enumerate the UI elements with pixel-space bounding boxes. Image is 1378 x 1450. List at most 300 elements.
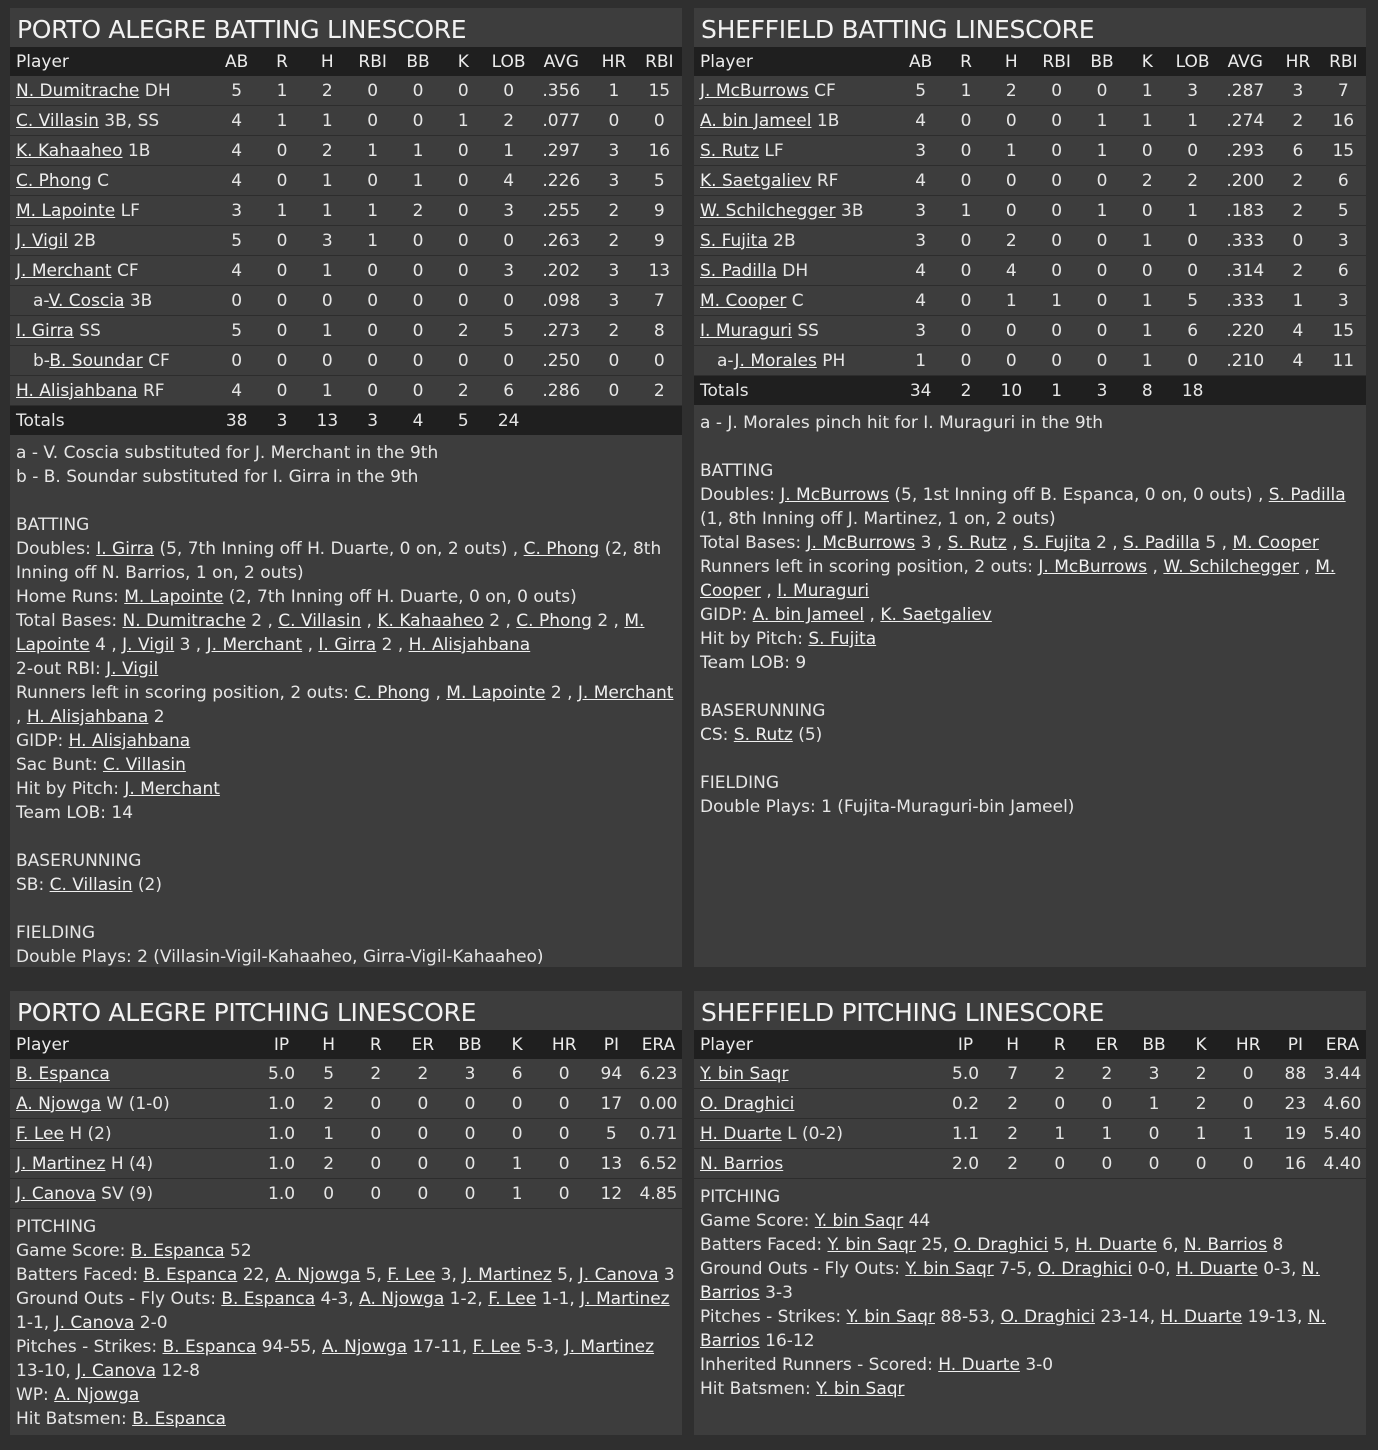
note-line (16, 1215, 676, 1239)
stat-cell: .210 (1226, 350, 1265, 371)
player-link[interactable]: Y. bin Saqr (816, 1379, 905, 1399)
player-link[interactable]: S. Padilla (1123, 533, 1201, 553)
player-link[interactable]: J. Vigil (122, 635, 175, 655)
stat-cell: .255 (542, 200, 581, 221)
player-link[interactable]: B. Espanca (16, 1063, 110, 1084)
stat-cell: 0 (960, 320, 972, 341)
sub-prefix: a- (717, 350, 735, 371)
stat-cell: 0 (412, 380, 424, 401)
note-text: CS: (700, 725, 734, 745)
column-header: AVG (1227, 51, 1263, 72)
player-link[interactable]: S. Padilla (1268, 485, 1346, 505)
player-position: 3B (129, 290, 153, 311)
player-link[interactable]: M. Lapointe (446, 683, 546, 703)
stat-cell: .356 (542, 80, 581, 101)
stat-cell: 1 (1187, 200, 1199, 221)
player-link[interactable]: N. Barrios (700, 1307, 1326, 1351)
table-row (10, 1119, 682, 1149)
stat-cell: 0 (457, 80, 469, 101)
note-text: 12-8 (155, 1361, 200, 1381)
stat-cell: 2 (1292, 170, 1304, 191)
stat-cell: 3 (915, 200, 927, 221)
totals-cell: 10 (1000, 380, 1023, 401)
stat-cell: 2 (608, 230, 620, 251)
player-link[interactable]: J. McBurrows (700, 80, 809, 101)
column-header: AB (909, 51, 933, 72)
totals-cell: 8 (1141, 380, 1153, 401)
player-link[interactable]: B. Espanca (143, 1265, 238, 1285)
note-text: GIDP: (700, 605, 753, 625)
note-text: (5, 1st Inning off B. Espanca, 0 on, 0 outs) , (888, 485, 1269, 505)
player-link[interactable]: N. Dumitrache (122, 611, 246, 631)
player-link[interactable]: H. Duarte (1075, 1235, 1157, 1255)
totals-cell (1321, 376, 1366, 406)
player-link[interactable]: S. Fujita (808, 629, 877, 649)
player-position: C (97, 170, 109, 191)
table-row (10, 136, 682, 166)
player-link[interactable]: M. Lapointe (16, 200, 116, 221)
player-link[interactable]: O. Draghici (953, 1235, 1049, 1255)
stat-cell: 4 (1292, 320, 1304, 341)
note-line (16, 513, 676, 537)
note-text: 22, (237, 1265, 276, 1285)
player-link[interactable]: J. Martinez (564, 1337, 655, 1357)
note-text: 2 , (591, 611, 625, 631)
note-text: (5) (792, 725, 823, 745)
player-link[interactable]: H. Duarte (1160, 1307, 1243, 1327)
player-link[interactable]: M. Lapointe (124, 587, 224, 607)
note-line (16, 753, 676, 777)
note-text: , (361, 611, 378, 631)
player-link[interactable]: F. Lee (387, 1265, 436, 1285)
player-link[interactable]: S. Rutz (947, 533, 1007, 553)
player-link[interactable]: J. Merchant (206, 635, 303, 655)
player-link[interactable]: M. Cooper (700, 290, 787, 311)
player-link[interactable]: J. Merchant (124, 779, 220, 799)
stat-cell: 0 (1005, 170, 1017, 191)
totals-cell: 3 (276, 410, 288, 431)
stat-cell: 1 (1187, 110, 1199, 131)
stat-cell: 0 (321, 290, 333, 311)
column-header: H (1006, 1034, 1020, 1055)
note-text: , (1147, 557, 1164, 577)
player-link[interactable]: V. Coscia (48, 290, 125, 311)
player-cell (10, 316, 214, 346)
stat-cell: 0 (1051, 80, 1063, 101)
player-link[interactable]: J. Martinez (16, 1153, 106, 1174)
note-text: 3, (435, 1265, 463, 1285)
table-row (10, 376, 682, 406)
player-link[interactable]: J. Morales (734, 350, 817, 371)
stat-cell: 0 (367, 320, 379, 341)
table-row (694, 136, 1366, 166)
stat-cell: 4 (503, 170, 515, 191)
player-link[interactable]: J. Martinez (462, 1265, 552, 1285)
stat-cell: 6 (1292, 140, 1304, 161)
stat-cell: 3 (915, 320, 927, 341)
player-link[interactable]: W. Schilchegger (700, 200, 836, 221)
stat-cell: 1 (457, 110, 469, 131)
player-link[interactable]: I. Muraguri (700, 320, 792, 341)
player-link[interactable]: H. Duarte (938, 1355, 1020, 1375)
stat-cell: 4.85 (639, 1183, 678, 1204)
table-row (694, 166, 1366, 196)
spacer (16, 897, 676, 921)
note-line (700, 627, 1360, 651)
player-link[interactable]: C. Phong (354, 683, 431, 703)
note-text: 25, (915, 1235, 954, 1255)
note-text: 5, (360, 1265, 388, 1285)
player-link[interactable]: I. Girra (96, 539, 155, 559)
player-link[interactable]: J. Merchant (16, 260, 112, 281)
player-cell (10, 1179, 258, 1209)
stat-cell: 0 (464, 1093, 476, 1114)
note-line (700, 795, 1360, 819)
stat-cell: .274 (1226, 110, 1265, 131)
player-link[interactable]: H. Duarte (1176, 1259, 1258, 1279)
column-header: HR (601, 51, 627, 72)
player-position: 3B, SS (104, 110, 160, 131)
player-link[interactable]: C. Villasin (278, 611, 362, 631)
player-link[interactable]: S. Rutz (733, 725, 793, 745)
stat-cell: 12 (600, 1183, 623, 1204)
player-link[interactable]: M. Lapointe (16, 611, 645, 655)
stat-cell: 16 (648, 140, 671, 161)
stat-cell: 1.0 (268, 1123, 296, 1144)
stat-cell: 3 (608, 170, 620, 191)
column-header: ERA (641, 1034, 676, 1055)
player-link[interactable]: J. Canova (578, 1265, 659, 1285)
stat-cell: 2 (417, 1063, 429, 1084)
note-text: Double Plays: 2 (Villasin-Vigil-Kahaaheo, Girra-Vigil-Kahaaheo) (16, 947, 544, 967)
player-position: L (0-2) (787, 1123, 844, 1144)
player-link[interactable]: I. Girra (16, 320, 74, 341)
column-header: K (1195, 1034, 1207, 1055)
player-link[interactable]: O. Draghici (700, 1093, 795, 1114)
player-link[interactable]: B. Espanca (130, 1241, 225, 1261)
note-text: (2, 8th Inning off N. Barrios, 1 on, 2 outs) (16, 539, 662, 583)
stat-cell: 2 (1292, 260, 1304, 281)
player-cell (10, 226, 214, 256)
column-header: IP (957, 1034, 974, 1055)
table-row (694, 226, 1366, 256)
stat-cell: 0 (276, 140, 288, 161)
player-link[interactable]: Y. bin Saqr (905, 1259, 994, 1279)
note-text: Double Plays: 1 (Fujita-Muraguri-bin Jameel) (700, 797, 1075, 817)
stat-cell: 0 (276, 350, 288, 371)
stat-cell: 4 (231, 260, 243, 281)
note-text: Ground Outs - Fly Outs: (700, 1259, 906, 1279)
sub-prefix: b- (33, 350, 50, 371)
player-link[interactable]: O. Draghici (1037, 1259, 1133, 1279)
stat-cell: 0 (1051, 170, 1063, 191)
player-link[interactable]: C. Phong (516, 611, 592, 631)
player-link[interactable]: N. Barrios (700, 1153, 784, 1174)
table-row (694, 1059, 1366, 1089)
stat-cell: 17 (600, 1093, 623, 1114)
stat-cell: 0 (1051, 350, 1063, 371)
player-link[interactable]: C. Villasin (49, 875, 133, 895)
stat-cell: 1 (321, 320, 333, 341)
player-cell (694, 256, 898, 286)
note-text: 52 (224, 1241, 252, 1261)
stat-cell: 0 (503, 290, 515, 311)
player-position: W (1-0) (106, 1093, 170, 1114)
player-link[interactable]: Y. bin Saqr (846, 1307, 935, 1327)
stat-cell: 2 (1005, 230, 1017, 251)
stat-cell: 5 (231, 320, 243, 341)
stat-cell: 0 (417, 1123, 429, 1144)
column-header: R (1053, 1034, 1066, 1055)
stat-cell: 0 (503, 230, 515, 251)
note-text: , (760, 581, 778, 601)
player-cell (694, 1149, 942, 1179)
table-row (694, 316, 1366, 346)
panel-title: SHEFFIELD BATTING LINESCORE (701, 15, 1095, 44)
stat-cell: 0 (231, 350, 243, 371)
player-link[interactable]: J. Canova (16, 1183, 96, 1204)
stat-cell: .293 (1226, 140, 1265, 161)
note-text: Sac Bunt: (16, 755, 103, 775)
note-line (700, 411, 1360, 435)
column-header: ERA (1325, 1034, 1360, 1055)
stat-cell: 0 (1054, 1093, 1066, 1114)
player-cell (694, 1119, 942, 1149)
note-text: Pitches - Strikes: (16, 1337, 163, 1357)
note-text: Hit Batsmen: (16, 1409, 133, 1429)
table-row (10, 1059, 682, 1089)
stat-cell: 0 (1096, 80, 1108, 101)
player-link[interactable]: S. Fujita (700, 230, 768, 251)
stat-cell: 0 (1051, 320, 1063, 341)
player-link[interactable]: H. Alisjahbana (68, 731, 191, 751)
stat-cell: 1 (1096, 200, 1108, 221)
column-header: RBI (645, 51, 674, 72)
stat-cell: 4 (915, 260, 927, 281)
pitching-table (694, 1030, 1366, 1179)
table-row (694, 346, 1366, 376)
stat-cell: 3 (915, 230, 927, 251)
stat-cell: 1.0 (268, 1093, 296, 1114)
player-link[interactable]: I. Girra (318, 635, 377, 655)
player-link[interactable]: J. Canova (54, 1313, 135, 1333)
stat-cell: 4.60 (1323, 1093, 1362, 1114)
stat-cell: 2 (1007, 1093, 1019, 1114)
stat-cell: 0 (1141, 140, 1153, 161)
stat-cell: 1.0 (268, 1153, 296, 1174)
player-link[interactable]: F. Lee (488, 1289, 537, 1309)
stat-cell: 0 (464, 1183, 476, 1204)
spacer (700, 747, 1360, 771)
stat-cell: 3 (1337, 230, 1349, 251)
column-header: PI (603, 1034, 619, 1055)
stat-cell: 0 (1141, 260, 1153, 281)
player-link[interactable]: J. McBurrows (1038, 557, 1148, 577)
player-cell (10, 136, 214, 166)
player-position: SS (79, 320, 101, 341)
note-text: , (1006, 533, 1023, 553)
note-line (700, 1257, 1360, 1305)
player-link[interactable]: N. Dumitrache (16, 80, 140, 101)
stat-cell: 0 (608, 350, 620, 371)
stat-cell: 6 (1187, 320, 1199, 341)
stat-cell: 0 (323, 1183, 335, 1204)
player-link[interactable]: H. Alisjahbana (26, 707, 149, 727)
player-link[interactable]: S. Padilla (700, 260, 777, 281)
player-link[interactable]: O. Draghici (1000, 1307, 1095, 1327)
column-header: HR (1235, 1034, 1261, 1055)
stat-cell: 5 (231, 80, 243, 101)
player-link[interactable]: J. Vigil (106, 659, 159, 679)
note-line (16, 585, 676, 609)
player-link[interactable]: B. Espanca (162, 1337, 257, 1357)
player-link[interactable]: J. Martinez (580, 1289, 670, 1309)
player-link[interactable]: S. Rutz (700, 140, 760, 161)
batting-table (694, 47, 1366, 405)
player-link[interactable]: J. McBurrows (806, 533, 916, 553)
stat-cell: 0 (653, 110, 665, 131)
player-link[interactable]: Y. bin Saqr (827, 1235, 916, 1255)
player-cell (694, 76, 898, 106)
note-text: Total Bases: (700, 533, 807, 553)
player-link[interactable]: K. Saetgaliev (880, 605, 992, 625)
stat-cell: 0 (276, 380, 288, 401)
player-cell (10, 1149, 258, 1179)
note-text: 1-1, (536, 1289, 581, 1309)
stat-cell: 3 (1187, 80, 1199, 101)
stat-cell: 0 (412, 290, 424, 311)
stat-cell: 0 (1187, 140, 1199, 161)
note-text: 3 , (915, 533, 948, 553)
stat-cell: 1 (1292, 290, 1304, 311)
note-line (700, 723, 1360, 747)
stat-cell: 2 (1054, 1063, 1066, 1084)
stat-cell: 0 (1096, 350, 1108, 371)
stat-cell: 2 (608, 320, 620, 341)
stat-cell: 6 (1337, 170, 1349, 191)
player-link[interactable]: H. Alisjahbana (408, 635, 531, 655)
player-link[interactable]: A. Njowga (359, 1289, 445, 1309)
stat-cell: 9 (653, 230, 665, 251)
stat-cell: 0 (367, 260, 379, 281)
stat-cell: 1 (1148, 1093, 1160, 1114)
player-link[interactable]: N. Barrios (700, 1259, 1320, 1303)
stat-cell: .200 (1226, 170, 1265, 191)
stat-cell: 1 (321, 260, 333, 281)
player-link[interactable]: A. bin Jameel (700, 110, 812, 131)
player-link[interactable]: A. Njowga (321, 1337, 408, 1357)
player-link[interactable]: J. McBurrows (780, 485, 889, 505)
note-text: Game Score: (700, 1211, 815, 1231)
player-link[interactable]: C. Phong (523, 539, 600, 559)
player-position: CF (116, 260, 139, 281)
note-text: Pitches - Strikes: (700, 1307, 847, 1327)
player-cell (10, 1089, 258, 1119)
player-link[interactable]: N. Barrios (1183, 1235, 1268, 1255)
stat-cell: 2 (323, 1093, 335, 1114)
note-text: 5, (1048, 1235, 1076, 1255)
player-link[interactable]: K. Saetgaliev (700, 170, 812, 191)
stat-cell: 1 (1141, 230, 1153, 251)
stat-cell: 0 (1148, 1123, 1160, 1144)
player-link[interactable]: A. Njowga (54, 1385, 140, 1405)
note-line (700, 1353, 1360, 1377)
stat-cell: 2 (1007, 1153, 1019, 1174)
player-link[interactable]: K. Kahaaheo (377, 611, 484, 631)
stat-cell: 1 (276, 110, 288, 131)
stat-cell: 0 (276, 320, 288, 341)
player-link[interactable]: K. Kahaaheo (16, 140, 123, 161)
column-header: AVG (543, 51, 579, 72)
player-link[interactable]: I. Muraguri (777, 581, 870, 601)
player-link[interactable]: C. Villasin (102, 755, 186, 775)
stat-cell: 1 (276, 200, 288, 221)
player-link[interactable]: A. bin Jameel (752, 605, 865, 625)
player-position: 2B (73, 230, 96, 251)
note-text: 44 (903, 1211, 931, 1231)
player-link[interactable]: F. Lee (472, 1337, 521, 1357)
player-link[interactable]: J. Canova (76, 1361, 156, 1381)
note-text: 3 (658, 1265, 675, 1285)
player-cell (10, 1119, 258, 1149)
player-link[interactable]: A. Njowga (275, 1265, 361, 1285)
stat-cell: 2 (1141, 170, 1153, 191)
column-header: Player (700, 1034, 753, 1055)
player-link[interactable]: C. Phong (16, 170, 92, 191)
stat-cell: 1 (960, 80, 972, 101)
stat-cell: .202 (542, 260, 581, 281)
column-header: ER (411, 1034, 435, 1055)
stat-cell: 6.23 (639, 1063, 678, 1084)
note-text: 23-14, (1094, 1307, 1161, 1327)
player-link[interactable]: J. Merchant (577, 683, 674, 703)
column-header: K (1141, 51, 1153, 72)
stat-cell: 0 (367, 110, 379, 131)
player-link[interactable]: H. Alisjahbana (16, 380, 138, 401)
player-link[interactable]: B. Espanca (221, 1289, 316, 1309)
column-header: BB (1090, 51, 1114, 72)
player-link[interactable]: F. Lee (16, 1123, 64, 1144)
player-link[interactable]: S. Fujita (1022, 533, 1091, 553)
stat-cell: 0 (1187, 230, 1199, 251)
note-text: 4-3, (315, 1289, 360, 1309)
stat-cell: 4 (231, 380, 243, 401)
player-position: DH (144, 80, 171, 101)
note-line (16, 441, 676, 465)
batting-notes (694, 405, 1366, 819)
note-text: 17-11, (407, 1337, 473, 1357)
player-link[interactable]: B. Espanca (132, 1409, 226, 1429)
player-link[interactable]: H. Duarte (700, 1123, 782, 1144)
player-link[interactable]: C. Villasin (16, 110, 99, 131)
player-link[interactable]: A. Njowga (16, 1093, 102, 1114)
player-link[interactable]: B. Soundar (49, 350, 143, 371)
stat-cell: 3 (1337, 290, 1349, 311)
totals-cell: 2 (960, 380, 972, 401)
player-link[interactable]: M. Cooper (1232, 533, 1319, 553)
stat-cell: 0 (457, 290, 469, 311)
player-link[interactable]: Y. bin Saqr (814, 1211, 904, 1231)
player-link[interactable]: M. Cooper (700, 557, 1336, 601)
stat-cell: 0 (1096, 290, 1108, 311)
player-link[interactable]: J. Vigil (16, 230, 69, 251)
stat-cell: .220 (1226, 320, 1265, 341)
player-link[interactable]: W. Schilchegger (1163, 557, 1300, 577)
stat-cell: 0 (558, 1183, 570, 1204)
note-text: 1-2, (444, 1289, 489, 1309)
player-link[interactable]: Y. bin Saqr (700, 1063, 789, 1084)
column-header: RBI (358, 51, 387, 72)
